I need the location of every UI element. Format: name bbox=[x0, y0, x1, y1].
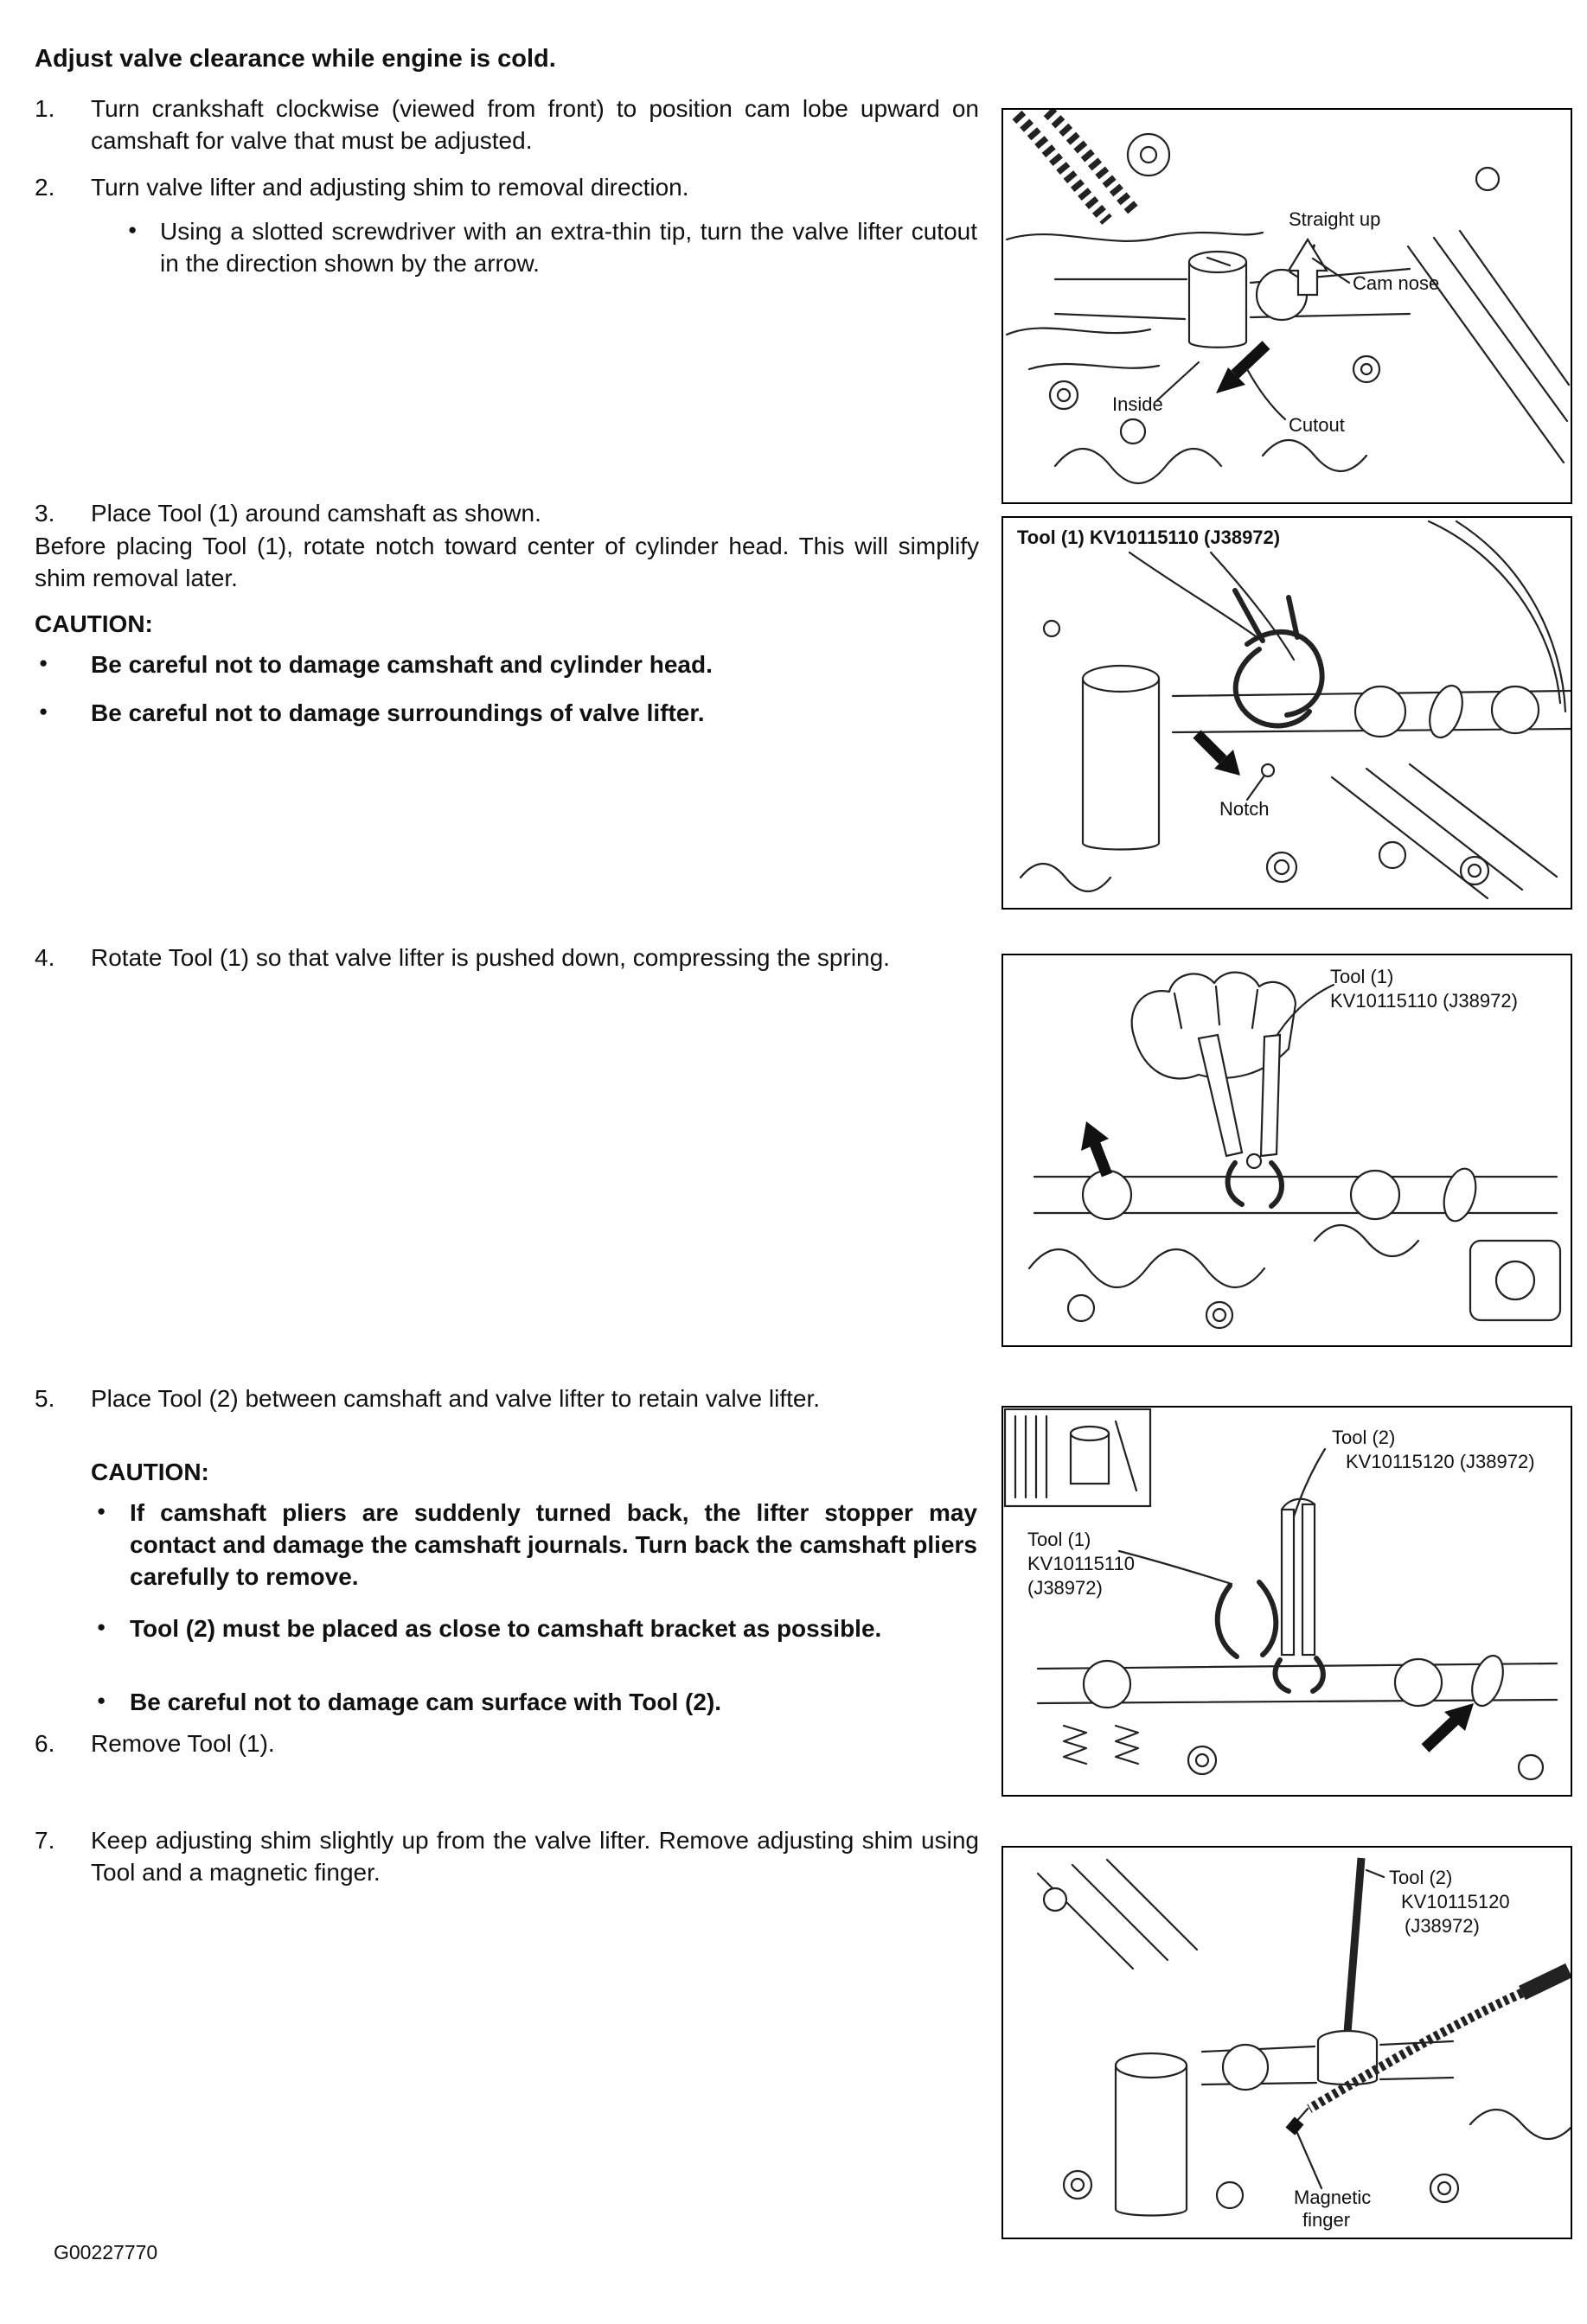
fig5-label-magnetic-2: finger bbox=[1302, 2209, 1351, 2231]
step-5-text: Place Tool (2) between camshaft and valve lifter to retain valve lifter. bbox=[91, 1385, 821, 1412]
bullet-icon: ● bbox=[97, 1618, 106, 1635]
caution-bullet bbox=[97, 1686, 977, 1718]
step-7 bbox=[35, 1824, 979, 1888]
step-2 bbox=[35, 171, 979, 203]
caution-heading: CAUTION: bbox=[91, 1459, 209, 1485]
figure-5 bbox=[1001, 1846, 1572, 2239]
insert-arrow-icon bbox=[1425, 1703, 1474, 1748]
rotation-arrow-icon bbox=[1216, 345, 1266, 393]
step-7-text: Keep adjusting shim slightly up from the valve lifter. Remove adjusting shim using Tool and a magnetic finger. bbox=[91, 1827, 979, 1886]
caution-heading: CAUTION: bbox=[35, 610, 153, 637]
figure-2-svg bbox=[1003, 518, 1571, 908]
caution-bullet bbox=[97, 1497, 977, 1593]
step-3-text: Place Tool (1) around camshaft as shown. bbox=[91, 500, 541, 527]
step-4-number: 4. bbox=[35, 944, 55, 971]
step-2-bullet-text: Using a slotted screwdriver with an extra-thin tip, turn the valve lifter cutout in the direction shown by the arrow. bbox=[160, 218, 977, 277]
fig1-label-cam-nose: Cam nose bbox=[1353, 272, 1440, 294]
fig2-label-tool1: Tool (1) KV10115110 (J38972) bbox=[1017, 527, 1281, 548]
bullet-icon: ● bbox=[39, 654, 48, 671]
tool1-rotation-art bbox=[1029, 973, 1560, 1328]
fig1-label-cutout: Cutout bbox=[1289, 414, 1345, 436]
fig1-label-inside: Inside bbox=[1112, 393, 1163, 415]
fig3-label-tool1-code: KV10115110 (J38972) bbox=[1330, 990, 1518, 1012]
bullet-icon: ● bbox=[39, 703, 48, 719]
step-2-number: 2. bbox=[35, 174, 55, 201]
figure-reference-code: G00227770 bbox=[54, 2241, 158, 2263]
caution-bullet-text: Be careful not to damage cam surface with Tool (2). bbox=[130, 1689, 722, 1715]
caution-bullet bbox=[97, 1612, 977, 1644]
step-3-paragraph: Before placing Tool (1), rotate notch toward center of cylinder head. This will simplify shim removal later. bbox=[35, 533, 979, 591]
fig1-label-straight-up: Straight up bbox=[1289, 208, 1381, 230]
fig5-label-tool2-code2: (J38972) bbox=[1405, 1915, 1480, 1937]
step-4 bbox=[35, 942, 979, 974]
step-3 bbox=[35, 497, 979, 529]
step-1-text: Turn crankshaft clockwise (viewed from front) to position cam lobe upward on camshaft for valve that must be adjusted. bbox=[91, 95, 979, 154]
engine-lifter-art bbox=[1007, 112, 1569, 483]
caution-bullet bbox=[39, 648, 977, 680]
figure-1-svg bbox=[1003, 110, 1571, 502]
fig5-label-tool2-code: KV10115120 bbox=[1401, 1891, 1510, 1912]
page-title: Adjust valve clearance while engine is cold. bbox=[35, 45, 556, 73]
figure-4 bbox=[1001, 1406, 1572, 1797]
figure-5-svg bbox=[1003, 1848, 1571, 2238]
figure-3 bbox=[1001, 954, 1572, 1347]
step-1-number: 1. bbox=[35, 95, 55, 122]
fig3-label-tool1-name: Tool (1) bbox=[1330, 966, 1394, 987]
bullet-icon: ● bbox=[97, 1692, 106, 1708]
figure-2 bbox=[1001, 516, 1572, 910]
step-7-number: 7. bbox=[35, 1827, 55, 1854]
step-6 bbox=[35, 1727, 979, 1759]
push-up-arrow-icon bbox=[1081, 1121, 1109, 1175]
step-3-number: 3. bbox=[35, 500, 55, 527]
step-5 bbox=[35, 1382, 979, 1414]
step-6-text: Remove Tool (1). bbox=[91, 1730, 275, 1757]
step-2-bullet bbox=[128, 215, 977, 279]
step-2-text: Turn valve lifter and adjusting shim to removal direction. bbox=[91, 174, 689, 201]
caution-bullet-text: Tool (2) must be placed as close to camshaft bracket as possible. bbox=[130, 1615, 882, 1642]
fig4-label-tool1-code2: (J38972) bbox=[1027, 1577, 1103, 1599]
fig4-label-tool2-name: Tool (2) bbox=[1332, 1427, 1396, 1448]
fig4-label-tool1-code: KV10115110 bbox=[1027, 1553, 1135, 1574]
figure-1 bbox=[1001, 108, 1572, 504]
fig5-label-tool2-name: Tool (2) bbox=[1389, 1867, 1453, 1888]
fig2-label-notch: Notch bbox=[1219, 798, 1270, 820]
figure-4-svg bbox=[1003, 1408, 1571, 1795]
caution-bullet bbox=[39, 697, 977, 729]
step-4-text: Rotate Tool (1) so that valve lifter is pushed down, compressing the spring. bbox=[91, 944, 890, 971]
caution-bullet-text: Be careful not to damage camshaft and cylinder head. bbox=[91, 651, 713, 678]
fig4-label-tool2-code: KV10115120 (J38972) bbox=[1346, 1451, 1535, 1472]
fig5-label-magnetic-1: Magnetic bbox=[1294, 2187, 1372, 2208]
figure-3-svg bbox=[1003, 955, 1571, 1345]
notch-arrow-icon bbox=[1197, 734, 1240, 776]
caution-bullet-text: If camshaft pliers are suddenly turned back, the lifter stopper may contact and damage the camshaft journals. Turn back the camshaft pliers carefully to remove. bbox=[130, 1499, 977, 1590]
step-6-number: 6. bbox=[35, 1730, 55, 1757]
tool1-placement-art bbox=[1021, 521, 1571, 898]
fig4-label-tool1-name: Tool (1) bbox=[1027, 1529, 1091, 1550]
step-5-number: 5. bbox=[35, 1385, 55, 1412]
caution-bullet-text: Be careful not to damage surroundings of valve lifter. bbox=[91, 699, 705, 726]
bullet-icon: ● bbox=[128, 221, 138, 238]
bullet-icon: ● bbox=[97, 1503, 106, 1519]
step-1 bbox=[35, 93, 979, 156]
